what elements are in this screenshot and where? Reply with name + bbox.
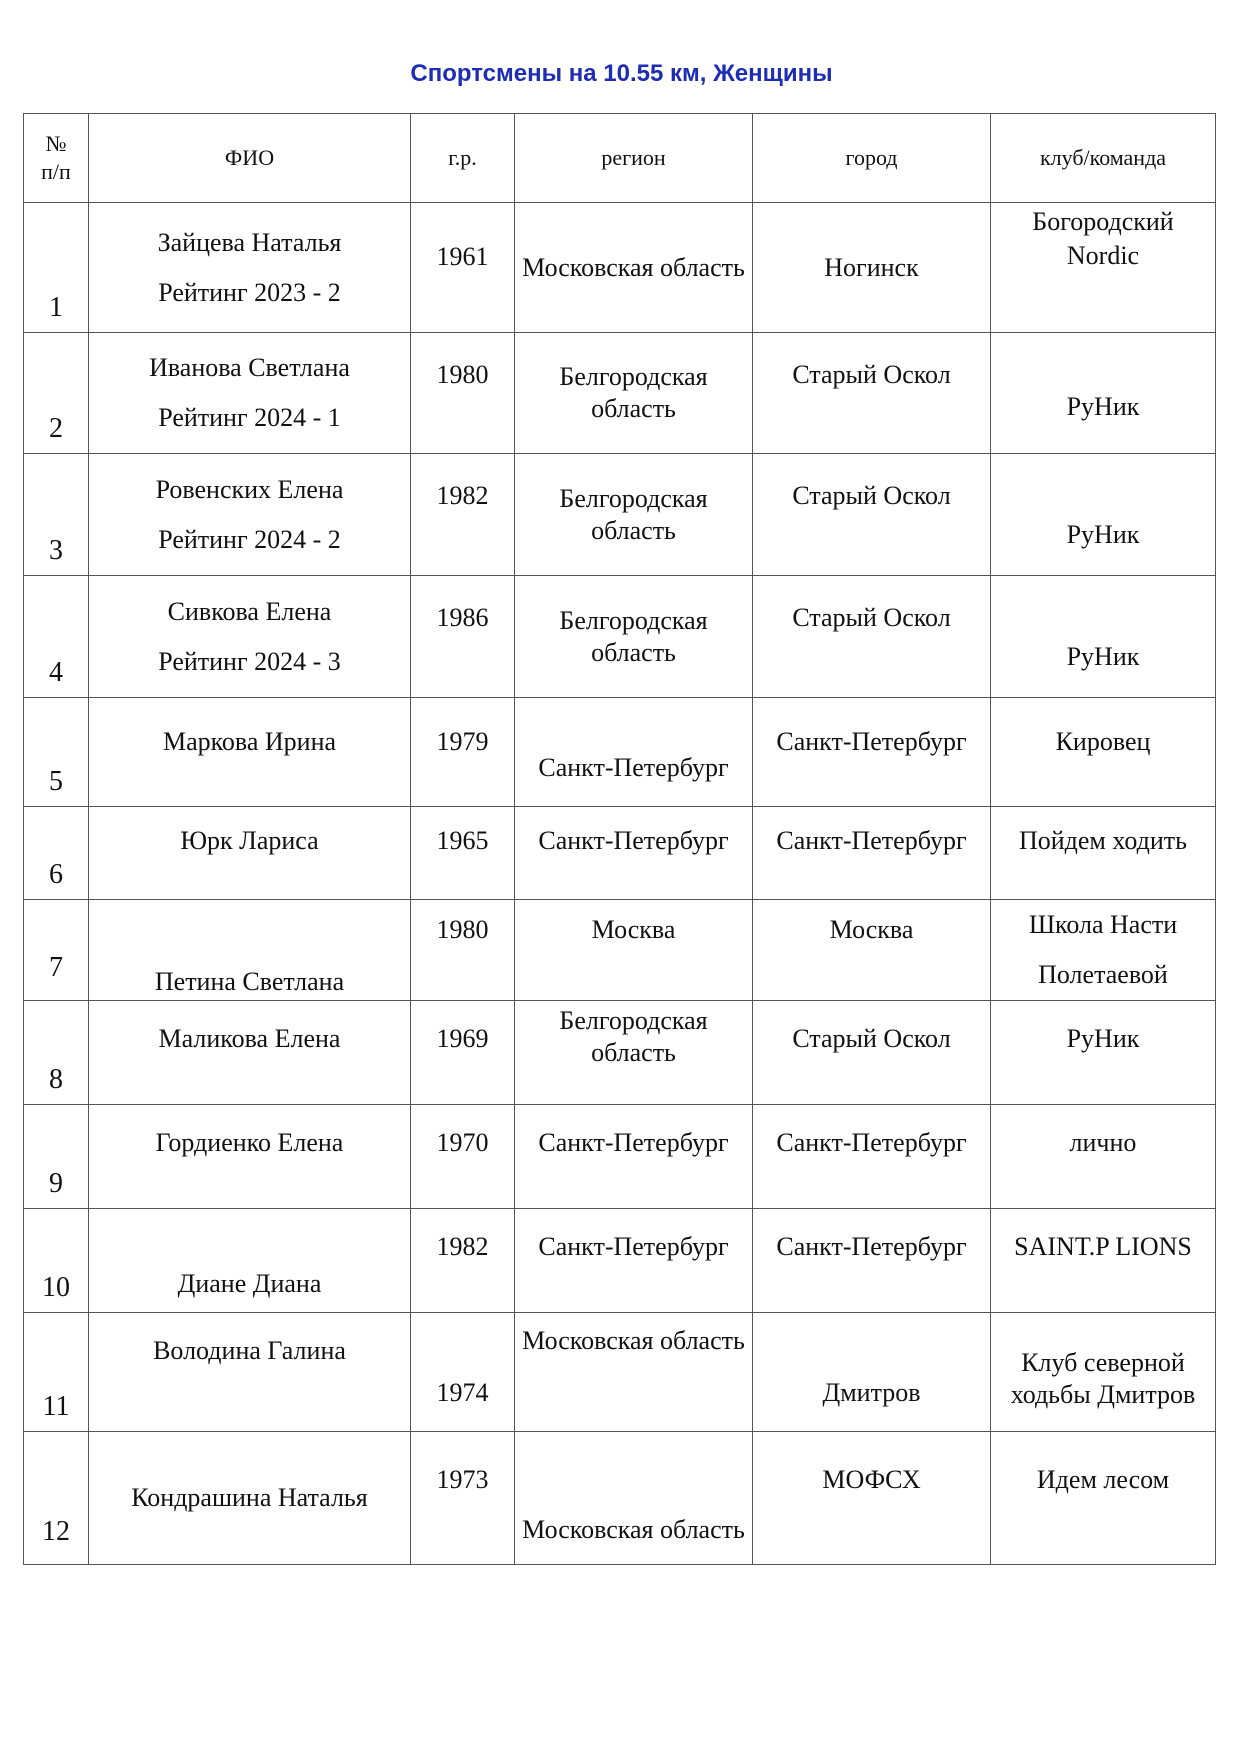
row-num: 8 [24,1001,89,1105]
table-row [24,576,1216,698]
region: Санкт-Петербург [515,807,753,900]
club: РуНик [991,1001,1216,1105]
club: Богородский Nordic [991,203,1216,333]
city: Старый Оскол [753,576,991,698]
birth-year: 1965 [411,807,515,900]
city: Старый Оскол [753,333,991,454]
row-num: 11 [24,1313,89,1432]
header-region: регион [515,114,753,203]
athlete-name: Зайцева Наталья [157,227,342,257]
city: Санкт-Петербург [753,1209,991,1313]
page-title: Спортсмены на 10.55 км, Женщины [410,60,833,87]
table-row [24,900,1216,1001]
birth-year: 1982 [411,1209,515,1313]
city: Санкт-Петербург [753,1105,991,1209]
header-name: ФИО [89,114,411,203]
row-num: 5 [24,698,89,807]
table-row [24,1001,1216,1105]
birth-year: 1969 [411,1001,515,1105]
header-num-symbol: № [45,131,67,156]
club: Клуб северной ходьбы Дмитров [991,1313,1216,1432]
athlete-name-cell [89,576,411,698]
birth-year: 1979 [411,698,515,807]
athlete-rating: Рейтинг 2023 - 2 [158,277,341,307]
athlete-name: Диане Диана [89,1209,411,1313]
header-num-label: п/п [41,159,71,184]
region: Белгородская область [515,454,753,576]
club: Школа Насти Полетаевой [991,900,1216,1001]
city: МОФСХ [753,1432,991,1565]
birth-year: 1961 [411,203,515,333]
athlete-rating: Рейтинг 2024 - 3 [158,646,341,676]
region: Московская область [515,1432,753,1565]
table-row [24,1313,1216,1432]
table-row [24,1209,1216,1313]
table-header-row [24,114,1216,203]
club: РуНик [991,576,1216,698]
city: Санкт-Петербург [753,698,991,807]
birth-year: 1974 [411,1313,515,1432]
table-row [24,807,1216,900]
athlete-rating: Рейтинг 2024 - 1 [158,403,341,432]
club: лично [991,1105,1216,1209]
row-num: 7 [24,900,89,1001]
header-city: город [753,114,991,203]
row-num: 1 [24,203,89,333]
birth-year: 1970 [411,1105,515,1209]
header-year: г.р. [411,114,515,203]
athlete-name: Ровенских Елена [155,474,344,504]
club: Пойдем ходить [991,807,1216,900]
birth-year: 1986 [411,576,515,698]
table-row [24,698,1216,807]
region: Московская область [515,203,753,333]
city: Ногинск [753,203,991,333]
row-num: 4 [24,576,89,698]
club: SAINT.P LIONS [991,1209,1216,1313]
athlete-name-cell [89,203,411,333]
row-num: 10 [24,1209,89,1313]
athlete-rating: Рейтинг 2024 - 2 [158,524,341,554]
birth-year: 1973 [411,1432,515,1565]
row-num: 12 [24,1432,89,1565]
row-num: 3 [24,454,89,576]
athlete-name: Иванова Светлана [149,353,350,382]
club: Кировец [991,698,1216,807]
city: Дмитров [753,1313,991,1432]
table-row [24,203,1216,333]
region: Санкт-Петербург [515,1105,753,1209]
table-row [24,333,1216,454]
city: Старый Оскол [753,454,991,576]
athlete-name: Маркова Ирина [89,698,411,807]
row-num: 2 [24,333,89,454]
birth-year: 1982 [411,454,515,576]
row-num: 6 [24,807,89,900]
region: Санкт-Петербург [515,1209,753,1313]
birth-year: 1980 [411,900,515,1001]
athlete-name: Маликова Елена [89,1001,411,1105]
table-row [24,1105,1216,1209]
athletes-table [23,113,1216,1565]
athlete-name-cell [89,333,411,454]
table-row [24,1432,1216,1565]
region: Москва [515,900,753,1001]
city: Санкт-Петербург [753,807,991,900]
table-row [24,454,1216,576]
athlete-name: Володина Галина [89,1313,411,1432]
birth-year: 1980 [411,333,515,454]
club: РуНик [991,454,1216,576]
city: Старый Оскол [753,1001,991,1105]
header-club: клуб/команда [991,114,1216,203]
athlete-name: Юрк Лариса [89,807,411,900]
athlete-name-cell [89,454,411,576]
athlete-name: Петина Светлана [89,900,411,1001]
region: Белгородская область [515,576,753,698]
club: РуНик [991,333,1216,454]
region: Белгородская область [515,1001,753,1105]
athlete-name: Сивкова Елена [167,596,332,626]
city: Москва [753,900,991,1001]
region: Белгородская область [515,333,753,454]
athlete-name: Гордиенко Елена [89,1105,411,1209]
header-num [24,114,89,203]
club: Идем лесом [991,1432,1216,1565]
athlete-name: Кондрашина Наталья [89,1432,411,1565]
row-num: 9 [24,1105,89,1209]
region: Санкт-Петербург [515,698,753,807]
region: Московская область [515,1313,753,1432]
